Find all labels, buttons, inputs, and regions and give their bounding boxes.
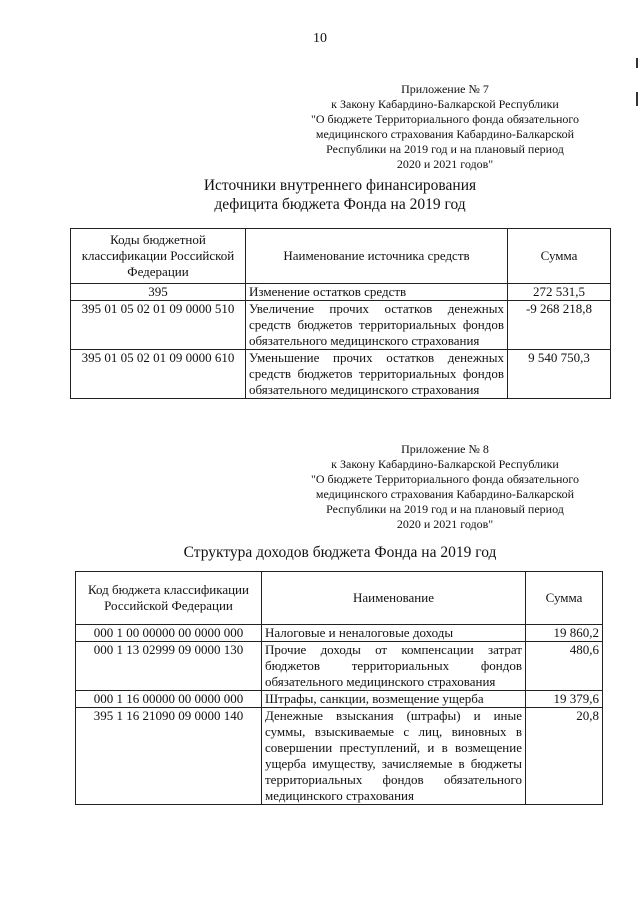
appendix-7-line: "О бюджете Территориального фонда обязательного: [310, 112, 579, 126]
table-row: [76, 642, 603, 691]
appendix-8-line: 2020 и 2021 годов": [396, 517, 494, 531]
sources-title-line: дефицита бюджета Фонда на 2019 год: [214, 196, 466, 213]
row-sum: 20,8: [526, 708, 603, 805]
appendix-7-line: Республики на 2019 год и на плановый период: [326, 142, 564, 156]
appendix-7-heading: Приложение № 7: [401, 82, 489, 96]
column-header-name: Наименование источника средств: [246, 229, 508, 284]
table-header-row: [76, 572, 603, 625]
row-code: 395 1 16 21090 09 0000 140: [76, 708, 262, 805]
row-sum: 19 860,2: [526, 625, 603, 642]
column-header-sum: Сумма: [508, 229, 611, 284]
sources-table: [70, 228, 611, 399]
appendix-8-block: [280, 442, 610, 532]
row-sum: 272 531,5: [508, 284, 611, 301]
row-name: Увеличение прочих остатков денежных средств бюджетов территориальных фондов обязательного медицинского страхования: [246, 301, 508, 350]
row-name: Изменение остатков средств: [246, 284, 508, 301]
row-name: Денежные взыскания (штрафы) и иные суммы, взыскиваемые с лиц, виновных в совершении преступлений, и в возмещение ущерба имуществу, зачисляемые в бюджеты территориальных фондов обязательного медицинского страхования: [262, 708, 526, 805]
sources-title: [60, 176, 620, 214]
column-header-codes: Коды бюджетной классификации Российской Федерации: [71, 229, 246, 284]
table-row: [76, 691, 603, 708]
appendix-7-block: [280, 82, 610, 172]
appendix-8-line: медицинского страхования Кабардино-Балкарской: [315, 487, 575, 501]
appendix-8-line: Республики на 2019 год и на плановый период: [326, 502, 564, 516]
row-code: 395: [71, 284, 246, 301]
row-name: Уменьшение прочих остатков денежных средств бюджетов территориальных фондов обязательного медицинского страхования: [246, 350, 508, 399]
column-header-code: Код бюджета классификации Российской Федерации: [76, 572, 262, 625]
table-row: [76, 625, 603, 642]
row-code: 000 1 00 00000 00 0000 000: [76, 625, 262, 642]
appendix-7-line: к Закону Кабардино-Балкарской Республики: [331, 97, 559, 111]
row-code: 000 1 16 00000 00 0000 000: [76, 691, 262, 708]
table-row: [71, 284, 611, 301]
column-header-name: Наименование: [262, 572, 526, 625]
row-sum: 9 540 750,3: [508, 350, 611, 399]
row-name: Штрафы, санкции, возмещение ущерба: [262, 691, 526, 708]
row-code: 395 01 05 02 01 09 0000 610: [71, 350, 246, 399]
scan-edge-mark: [636, 92, 638, 106]
table-row: [71, 301, 611, 350]
appendix-7-line: 2020 и 2021 годов": [396, 157, 494, 171]
row-code: 395 01 05 02 01 09 0000 510: [71, 301, 246, 350]
row-sum: -9 268 218,8: [508, 301, 611, 350]
appendix-7-line: медицинского страхования Кабардино-Балкарской: [315, 127, 575, 141]
column-header-sum: Сумма: [526, 572, 603, 625]
row-sum: 19 379,6: [526, 691, 603, 708]
row-name: Налоговые и неналоговые доходы: [262, 625, 526, 642]
page-number: 10: [313, 31, 327, 46]
income-table: [75, 571, 603, 805]
row-name: Прочие доходы от компенсации затрат бюджетов территориальных фондов обязательного медицинского страхования: [262, 642, 526, 691]
scan-edge-mark: [636, 58, 638, 68]
row-sum: 480,6: [526, 642, 603, 691]
table-row: [76, 708, 603, 805]
table-header-row: [71, 229, 611, 284]
appendix-8-line: к Закону Кабардино-Балкарской Республики: [331, 457, 559, 471]
appendix-8-line: "О бюджете Территориального фонда обязательного: [310, 472, 579, 486]
appendix-8-heading: Приложение № 8: [401, 442, 489, 456]
sources-title-line: Источники внутреннего финансирования: [203, 177, 477, 194]
row-code: 000 1 13 02999 09 0000 130: [76, 642, 262, 691]
income-title: Структура доходов бюджета Фонда на 2019 год: [183, 544, 497, 561]
table-row: [71, 350, 611, 399]
